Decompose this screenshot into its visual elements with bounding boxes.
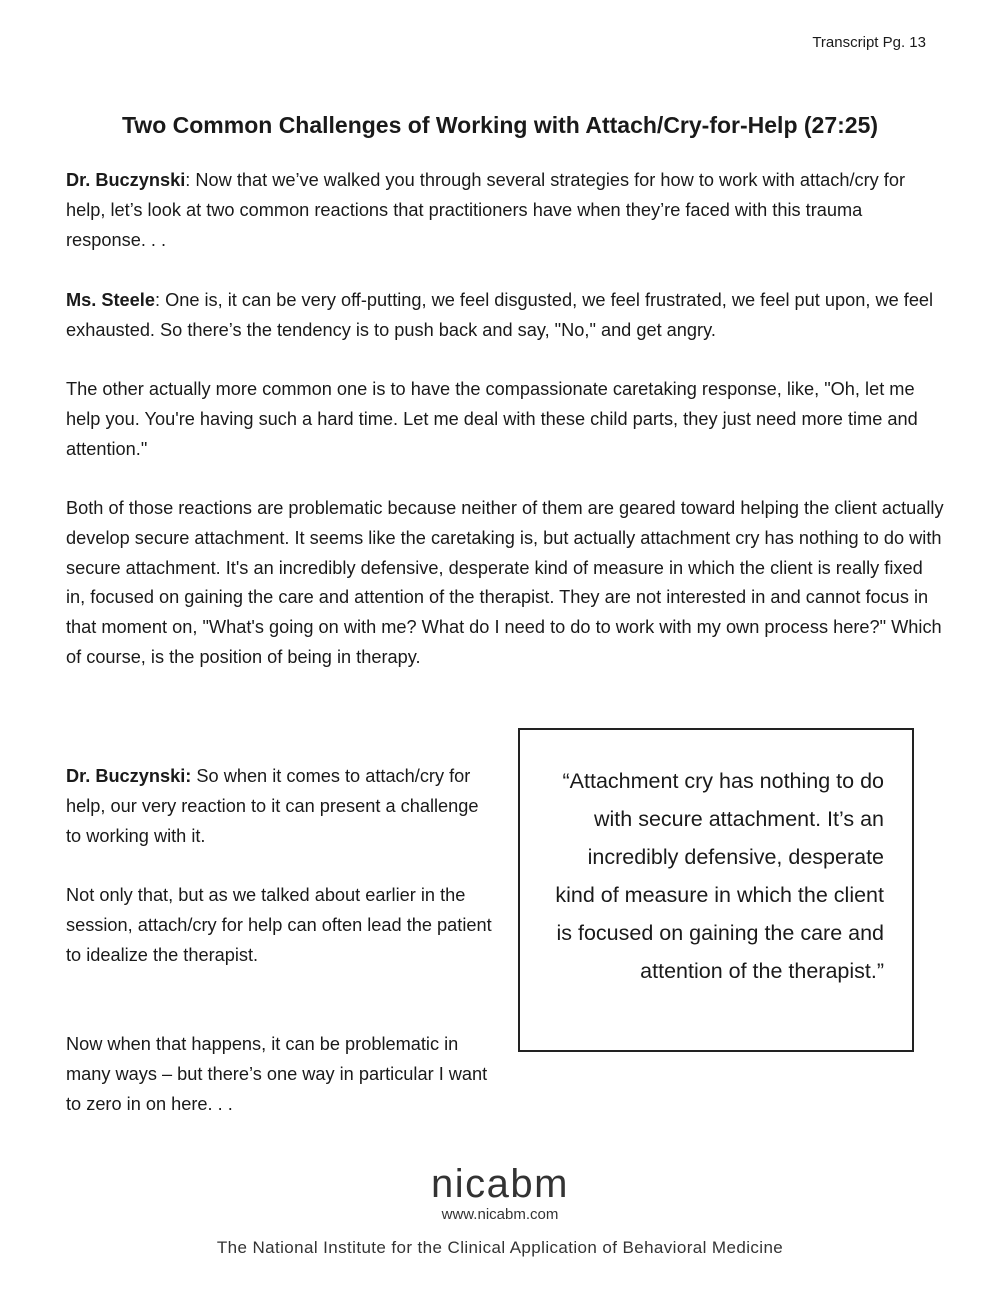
speaker-name: Dr. Buczynski: (66, 766, 192, 786)
paragraph-idealize (66, 881, 496, 970)
website-link[interactable]: www.nicabm.com (441, 1206, 559, 1223)
paragraph-text: : One is, it can be very off-putting, we feel disgusted, we feel frustrated, we feel put upon, we feel exhausted. So there’s the tendency is to push back and say, "No," and get angry. (66, 290, 934, 340)
paragraph-text: Not only that, but as we talked about earlier in the session, attach/cry for help can often lead the patient to idealize the therapist. (66, 885, 492, 965)
paragraph-buczynski-intro (66, 166, 946, 255)
paragraph-buczynski-challenge (66, 762, 496, 851)
nicabm-logo: nicabm (431, 1162, 569, 1206)
paragraph-text: : Now that we’ve walked you through several strategies for how to work with attach/cry for help, let’s look at two common reactions that practitioners have when they’re faced with this trauma response. . . (66, 170, 906, 250)
pull-quote-text: “Attachment cry has nothing to do with secure attachment. It’s an incredibly defensive, desperate kind of measure in which the client is focused on gaining the care and attention of the therapist.” (555, 769, 884, 983)
pull-quote-box (518, 728, 914, 1052)
paragraph-text: So when it comes to attach/cry for help, our very reaction to it can present a challenge to working with it. (66, 766, 479, 846)
speaker-name: Ms. Steele (66, 290, 155, 310)
paragraph-text: Both of those reactions are problematic because neither of them are geared toward helping the client actually develop secure attachment. It seems like the caretaking is, but actually attachment cry has nothing to do with secure attachment. It's an incredibly defensive, desperate kind of measure in which the client is really fixed in, focused on gaining the care and attention of the therapist. They are not interested in and cannot focus in that moment on, "What's going on with me? What do I need to do to work with my own process here?" Which of course, is the position of being in therapy. (66, 498, 944, 667)
paragraph-text: The other actually more common one is to have the compassionate caretaking response, like, "Oh, let me help you. You're having such a hard time. Let me deal with these child parts, they just need more time and attention." (66, 379, 918, 459)
speaker-name: Dr. Buczynski (66, 170, 186, 190)
paragraph-text: Now when that happens, it can be problematic in many ways – but there’s one way in particular I want to zero in on here. . . (66, 1034, 488, 1114)
paragraph-caretaking (66, 375, 946, 464)
page-number: Transcript Pg. 13 (812, 34, 926, 51)
paragraph-problematic (66, 494, 946, 673)
paragraph-zero-in (66, 1030, 496, 1119)
document-title: Two Common Challenges of Working with Attach/Cry-for-Help (27:25) (121, 112, 879, 138)
paragraph-steele-reaction (66, 286, 946, 346)
organization-name: The National Institute for the Clinical Application of Behavioral Medicine (216, 1238, 784, 1257)
